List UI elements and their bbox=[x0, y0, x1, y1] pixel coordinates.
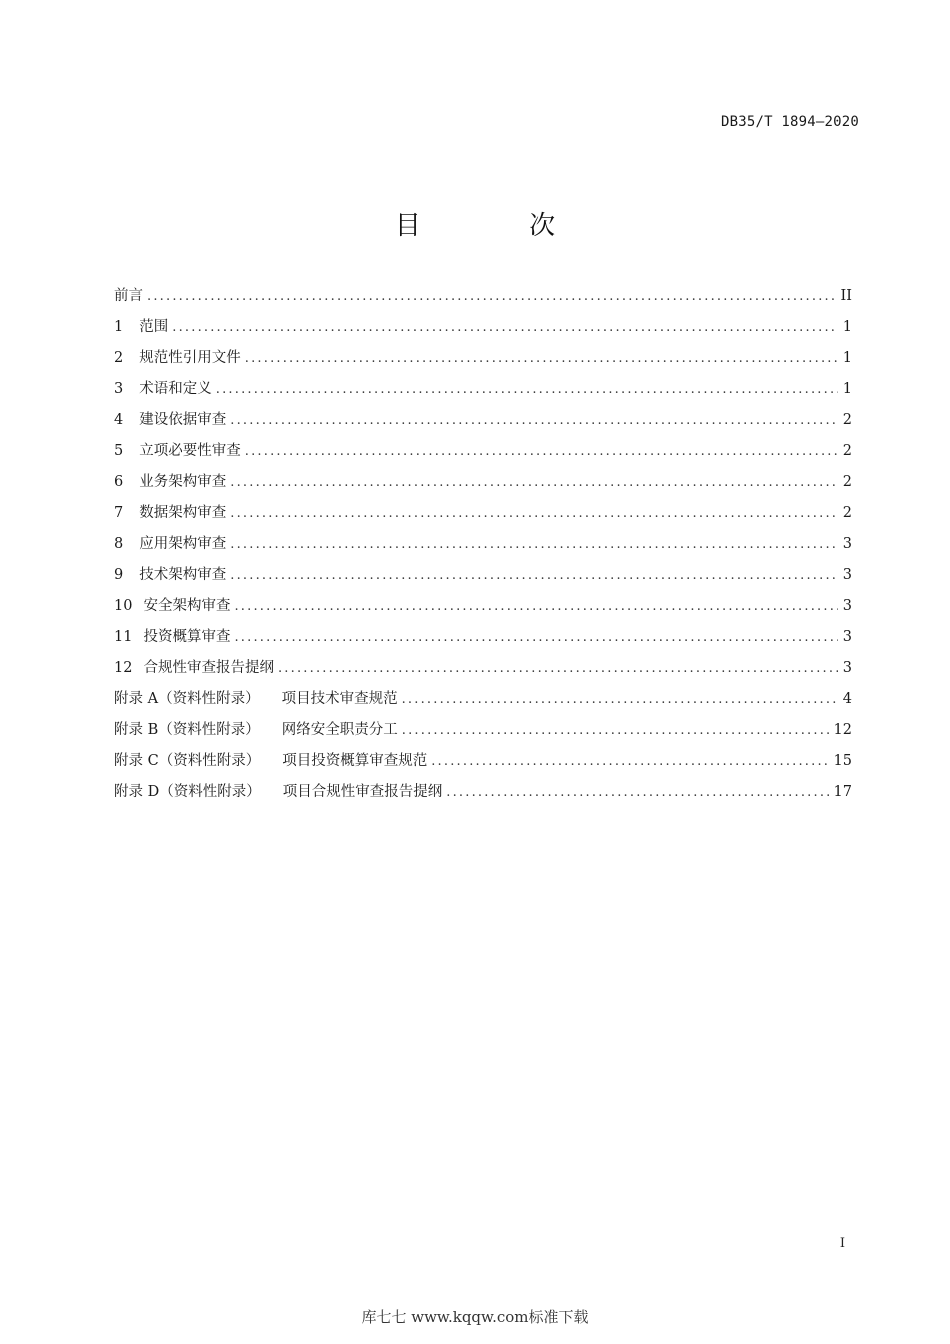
toc-entry-page: 17 bbox=[833, 784, 852, 800]
toc-leader-dots bbox=[230, 537, 838, 552]
toc-entry-page: 2 bbox=[842, 412, 852, 428]
toc-entry-number: 附录 B（资料性附录） bbox=[114, 722, 260, 738]
toc-entry-label: 项目投资概算审查规范 bbox=[282, 753, 428, 769]
toc-entry-number: 2 bbox=[114, 350, 124, 366]
toc-entry-label: 数据架构审查 bbox=[139, 505, 227, 521]
document-code: DB35/T 1894—2020 bbox=[720, 114, 859, 130]
toc-entry[interactable] bbox=[114, 470, 852, 501]
toc-leader-dots bbox=[230, 506, 838, 521]
toc-entry-page: 3 bbox=[842, 567, 852, 583]
toc-leader-dots bbox=[245, 351, 838, 366]
toc-entry-number: 7 bbox=[114, 505, 124, 521]
toc-entry-label: 网络安全职责分工 bbox=[281, 722, 398, 738]
toc-leader-dots bbox=[216, 382, 838, 397]
toc-entry-number: 11 bbox=[114, 629, 133, 645]
toc-entry-number: 6 bbox=[114, 474, 124, 490]
toc-entry-number: 附录 D（资料性附录） bbox=[114, 784, 261, 800]
toc-entry-label: 范围 bbox=[139, 319, 169, 335]
toc-entry[interactable] bbox=[114, 656, 852, 687]
toc-entry[interactable] bbox=[114, 563, 852, 594]
toc-entry-label: 投资概算审查 bbox=[143, 629, 231, 645]
toc-leader-dots bbox=[172, 320, 838, 335]
toc-entry[interactable] bbox=[114, 718, 852, 749]
toc-entry[interactable] bbox=[114, 439, 852, 470]
toc-entry[interactable] bbox=[114, 284, 852, 315]
watermark-text: 库七七 www.kqqw.com标准下载 bbox=[361, 1308, 589, 1326]
toc-entry[interactable] bbox=[114, 687, 852, 718]
toc-entry-label: 应用架构审查 bbox=[139, 536, 227, 552]
toc-leader-dots bbox=[278, 661, 838, 676]
toc-leader-dots bbox=[446, 785, 829, 800]
toc-leader-dots bbox=[402, 723, 830, 738]
toc-entry-page: 2 bbox=[842, 474, 852, 490]
toc-entry-label: 技术架构审查 bbox=[139, 567, 227, 583]
toc-entry-page: 3 bbox=[842, 629, 852, 645]
toc-entry-number: 5 bbox=[114, 443, 124, 459]
toc-entry[interactable] bbox=[114, 749, 852, 780]
toc-entry-page: 12 bbox=[833, 722, 852, 738]
toc-entry-page: 1 bbox=[842, 381, 852, 397]
toc-entry[interactable] bbox=[114, 501, 852, 532]
toc-leader-dots bbox=[234, 630, 838, 645]
toc-entry-label: 立项必要性审查 bbox=[139, 443, 241, 459]
toc-entry-page: 3 bbox=[842, 660, 852, 676]
toc-leader-dots bbox=[402, 692, 838, 707]
toc-entry-page: 1 bbox=[842, 350, 852, 366]
toc-entry-label: 前言 bbox=[114, 288, 143, 304]
toc-leader-dots bbox=[230, 475, 838, 490]
toc-entry-label: 项目技术审查规范 bbox=[281, 691, 398, 707]
toc-entry[interactable] bbox=[114, 408, 852, 439]
toc-entry-label: 建设依据审查 bbox=[139, 412, 227, 428]
toc-leader-dots bbox=[245, 444, 838, 459]
toc-entry-page: II bbox=[840, 288, 852, 304]
toc-entry-page: 1 bbox=[842, 319, 852, 335]
toc-entry-number: 9 bbox=[114, 567, 124, 583]
toc-entry[interactable] bbox=[114, 346, 852, 377]
toc-entry-page: 15 bbox=[833, 753, 852, 769]
toc-leader-dots bbox=[234, 599, 838, 614]
toc-entry[interactable] bbox=[114, 625, 852, 656]
toc-entry-page: 3 bbox=[842, 536, 852, 552]
toc-entry-page: 3 bbox=[842, 598, 852, 614]
toc-entry-label: 项目合规性审查报告提纲 bbox=[282, 784, 443, 800]
toc-entry-number: 3 bbox=[114, 381, 124, 397]
toc-entry-label: 规范性引用文件 bbox=[139, 350, 241, 366]
toc-entry[interactable] bbox=[114, 532, 852, 563]
toc-entry-number: 10 bbox=[114, 598, 133, 614]
toc-entry-label: 合规性审查报告提纲 bbox=[143, 660, 274, 676]
toc-entry-number: 1 bbox=[114, 319, 124, 335]
toc-entry[interactable] bbox=[114, 780, 852, 811]
toc-entry-label: 安全架构审查 bbox=[143, 598, 231, 614]
toc-entry-number: 附录 C（资料性附录） bbox=[114, 753, 261, 769]
page-number: I bbox=[839, 1236, 845, 1251]
toc-entry-label: 术语和定义 bbox=[139, 381, 212, 397]
toc-entry-number: 附录 A（资料性附录） bbox=[114, 691, 260, 707]
toc-entry-page: 4 bbox=[842, 691, 852, 707]
toc-leader-dots bbox=[147, 289, 837, 304]
toc-leader-dots bbox=[230, 413, 838, 428]
toc-entry[interactable] bbox=[114, 377, 852, 408]
toc-leader-dots bbox=[431, 754, 829, 769]
toc-entry-page: 2 bbox=[842, 443, 852, 459]
toc-entry[interactable] bbox=[114, 594, 852, 625]
toc-entry-number: 4 bbox=[114, 412, 124, 428]
toc-leader-dots bbox=[230, 568, 838, 583]
page-title: 目 次 bbox=[394, 211, 606, 241]
toc-entry-number: 8 bbox=[114, 536, 124, 552]
toc-entry-number: 12 bbox=[114, 660, 133, 676]
toc-entry[interactable] bbox=[114, 315, 852, 346]
table-of-contents bbox=[114, 284, 852, 811]
toc-entry-page: 2 bbox=[842, 505, 852, 521]
toc-entry-label: 业务架构审查 bbox=[139, 474, 227, 490]
